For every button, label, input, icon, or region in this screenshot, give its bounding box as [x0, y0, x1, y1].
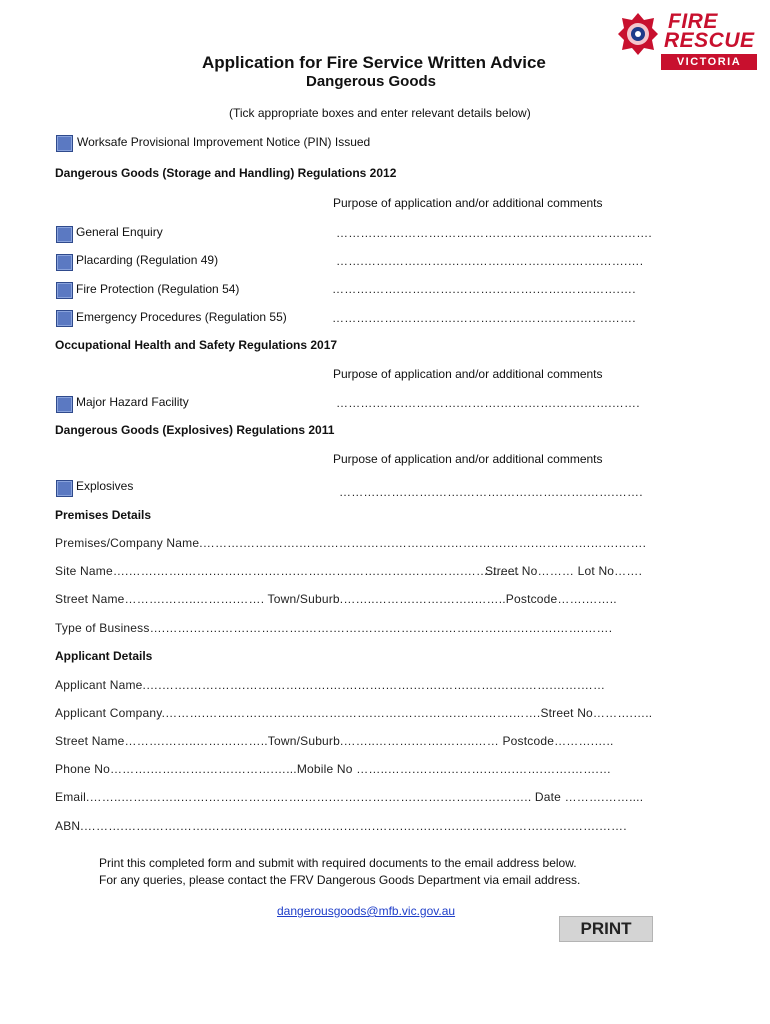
premises-company-field[interactable]: Premises/Company Name.……….…….…….…….……….…….…….…….…….…….…….…….…….…….…….	[55, 536, 647, 550]
page-title: Application for Fire Service Written Advice	[202, 53, 546, 72]
page-subtitle: Dangerous Goods	[306, 73, 437, 90]
explosives-comment-field[interactable]: ……….…….…….…….……….…….…….…….…….…….	[339, 485, 643, 499]
general-enquiry-label: General Enquiry	[76, 225, 163, 239]
logo-rescue-text: RESCUE	[664, 29, 755, 52]
explosives-heading: Dangerous Goods (Explosives) Regulations 2011	[55, 423, 335, 437]
logo-victoria-bar: VICTORIA	[661, 54, 757, 70]
applicant-company-field[interactable]: Applicant Company.……….…….…….…….…….…….…….…….…….…….…….…….…….Street No……….…..	[55, 706, 653, 720]
major-hazard-label: Major Hazard Facility	[76, 395, 189, 409]
frv-logo	[618, 10, 762, 72]
logo-fire-text: FIRE	[668, 10, 718, 33]
applicant-street-field[interactable]: Street Name……….……..……….……..Town/Suburb.……..……….…….……..…… Postcode……….…..	[55, 734, 614, 748]
site-name-field[interactable]: Site Name….…….…….…….…….…….…….…….…….…….…….…….…….…….…….	[55, 564, 520, 578]
pin-label: Worksafe Provisional Improvement Notice (PIN) Issued	[77, 135, 371, 149]
fire-protection-label: Fire Protection (Regulation 54)	[76, 282, 240, 296]
dg-storage-heading: Dangerous Goods (Storage and Handling) Regulations 2012	[55, 166, 397, 180]
email-link[interactable]: dangerousgoods@mfb.vic.gov.au	[277, 904, 456, 918]
emergency-procedures-label: Emergency Procedures (Regulation 55)	[76, 310, 287, 324]
emergency-procedures-checkbox[interactable]	[56, 310, 73, 327]
placarding-label: Placarding (Regulation 49)	[76, 253, 219, 267]
instruction-text: (Tick appropriate boxes and enter relevant details below)	[229, 106, 531, 120]
ohs-heading: Occupational Health and Safety Regulations 2017	[55, 338, 338, 352]
general-enquiry-checkbox[interactable]	[56, 226, 73, 243]
explosives-label: Explosives	[76, 479, 134, 493]
dg-storage-purpose-label: Purpose of application and/or additional comments	[333, 196, 603, 210]
footer-instruction-1: Print this completed form and submit with required documents to the email address below.	[99, 856, 577, 870]
applicant-name-field[interactable]: Applicant Name.….…….…….…….…….…….…….…….…….…….…….…….…….…….…….…….……	[55, 678, 606, 692]
explosives-purpose-label: Purpose of application and/or additional comments	[333, 452, 603, 466]
emergency-procedures-comment-field[interactable]: ……….…….…….…….……….…….…….…….…….…….	[332, 311, 636, 325]
pin-checkbox[interactable]	[56, 135, 73, 152]
applicant-phone-field[interactable]: Phone No……….…….…….…….……….…...Mobile No ……..…….……..……….…….…….…….…….…	[55, 762, 612, 776]
print-button[interactable]: PRINT	[559, 916, 653, 942]
major-hazard-comment-field[interactable]: ……….…….…….…….……….…….…….…….…….…….	[336, 396, 640, 410]
general-enquiry-comment-field[interactable]: ……….…….……….…….…….…….…….…….……….…….	[336, 226, 652, 240]
placarding-checkbox[interactable]	[56, 254, 73, 271]
applicant-abn-field[interactable]: ABN.……….…….…….…….…….…….…….…….…….…….…….…….…….…….…….…….…….…….…….	[55, 819, 627, 833]
type-of-business-field[interactable]: Type of Business….…….…….…….…….…….…….…….…….…….…….…….…….…….…….…….…….	[55, 621, 613, 635]
premises-street-name-field[interactable]: Street Name……….……..……….……. Town/Suburb.……..……….…….……..……..Postcode…….……..	[55, 592, 617, 606]
footer-instruction-2: For any queries, please contact the FRV Dangerous Goods Department via email address.	[99, 873, 581, 887]
premises-street-no-field[interactable]: Street No……… Lot No…….	[485, 564, 643, 578]
ohs-purpose-label: Purpose of application and/or additional comments	[333, 367, 603, 381]
applicant-heading: Applicant Details	[55, 649, 153, 663]
fire-protection-checkbox[interactable]	[56, 282, 73, 299]
premises-heading: Premises Details	[55, 508, 152, 522]
explosives-checkbox[interactable]	[56, 480, 73, 497]
frv-emblem-icon	[618, 12, 658, 56]
placarding-comment-field[interactable]: …….…….…….…….…….…….……….…….…….…….….	[336, 254, 644, 268]
major-hazard-checkbox[interactable]	[56, 396, 73, 413]
applicant-email-field[interactable]: Email.……..…….……..…….…….……….…….…….…….…….…….…….…….…….…….. Date ……….……....	[55, 790, 644, 804]
fire-protection-comment-field[interactable]: ……….…….…….…….……….……….…….…….…….….	[332, 282, 636, 296]
